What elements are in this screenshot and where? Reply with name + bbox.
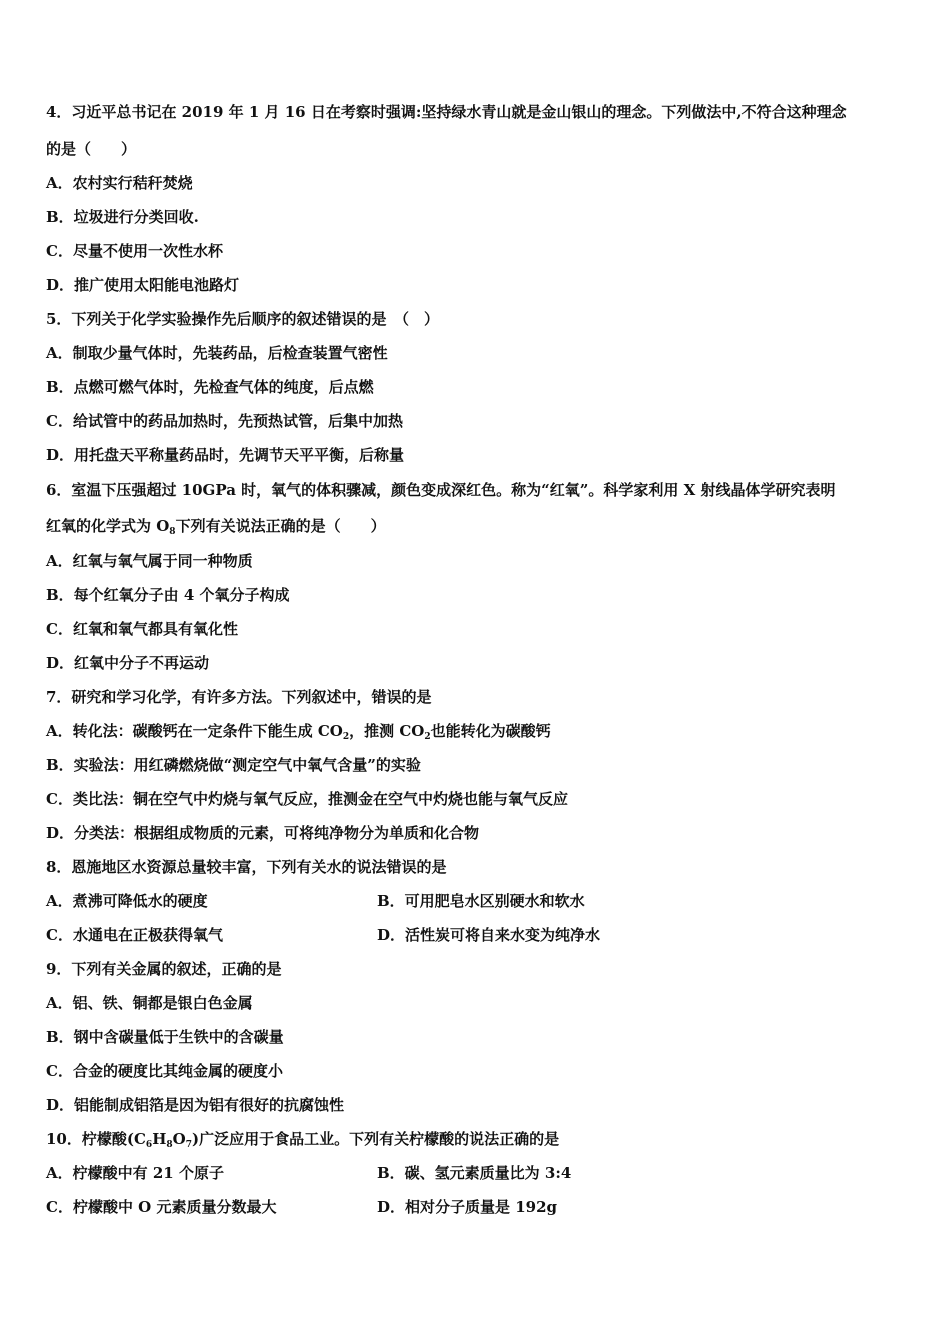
q7-option-a-end: 也能转化为碳酸钙 (430, 722, 551, 740)
q10-stem (46, 1129, 559, 1149)
q7-subscript-1: 2 (342, 732, 350, 742)
q10-subscript-h: 8 (166, 1140, 173, 1150)
q10-subscript-o: 7 (185, 1140, 192, 1150)
q4-stem-line2: 的是（ ） (46, 140, 137, 158)
q10-option-c: C．柠檬酸中 O 元素质量分数最大 (46, 1198, 277, 1216)
q6-stem-text-end: 下列有关说法正确的是（ ） (175, 517, 386, 535)
q5-stem: 5．下列关于化学实验操作先后顺序的叙述错误的是 （ ） (46, 310, 439, 328)
q7-subscript-2: 2 (424, 732, 431, 742)
q10-stem-text: 10．柠檬酸(C (46, 1130, 146, 1148)
q5-option-b: B．点燃可燃气体时，先检查气体的纯度，后点燃 (46, 378, 374, 396)
q9-option-a: A．铝、铁、铜都是银白色金属 (46, 994, 253, 1012)
q5-option-a: A．制取少量气体时，先装药品，后检查装置气密性 (46, 344, 388, 362)
q8-option-d: D．活性炭可将自来水变为纯净水 (377, 926, 601, 944)
q7-option-b: B．实验法：用红磷燃烧做“测定空气中氧气含量”的实验 (46, 756, 421, 774)
q4-option-d: D．推广使用太阳能电池路灯 (46, 276, 240, 294)
q4-option-b: B．垃圾进行分类回收. (46, 208, 199, 226)
q7-option-a (46, 721, 551, 741)
q7-option-d: D．分类法：根据组成物质的元素，可将纯净物分为单质和化合物 (46, 824, 480, 842)
q10-option-d: D．相对分子质量是 192g (377, 1198, 558, 1216)
q6-subscript: 8 (169, 527, 176, 537)
q8-stem: 8．恩施地区水资源总量较丰富，下列有关水的说法错误的是 (46, 858, 447, 876)
q6-option-b: B．每个红氧分子由 4 个氧分子构成 (46, 586, 290, 604)
q10-symbol-h: H (152, 1130, 167, 1148)
q6-stem-line2 (46, 516, 386, 536)
q7-option-a-mid: ，推测 CO (349, 722, 425, 740)
q7-option-a-text: A．转化法：碳酸钙在一定条件下能生成 CO (46, 722, 343, 740)
q10-stem-text-end: )广泛应用于食品工业。下列有关柠檬酸的说法正确的是 (191, 1130, 560, 1148)
q5-option-c: C．给试管中的药品加热时，先预热试管，后集中加热 (46, 412, 403, 430)
q6-option-c: C．红氧和氧气都具有氧化性 (46, 620, 238, 638)
q7-option-c: C．类比法：铜在空气中灼烧与氧气反应，推测金在空气中灼烧也能与氧气反应 (46, 790, 568, 808)
q4-option-c: C．尽量不使用一次性水杯 (46, 242, 223, 260)
q10-option-a: A．柠檬酸中有 21 个原子 (46, 1164, 224, 1182)
q4-option-a: A．农村实行秸秆焚烧 (46, 174, 193, 192)
q4-stem-line1: 4．习近平总书记在 2019 年 1 月 16 日在考察时强调:坚持绿水青山就是金山银山的理念。下列做法中,不符合这种理念 (46, 103, 847, 121)
q9-option-c: C．合金的硬度比其纯金属的硬度小 (46, 1062, 283, 1080)
q10-option-b: B．碳、氢元素质量比为 3:4 (377, 1164, 572, 1182)
q8-option-b: B．可用肥皂水区别硬水和软水 (377, 892, 585, 910)
q9-option-b: B．钢中含碳量低于生铁中的含碳量 (46, 1028, 284, 1046)
q9-option-d: D．铝能制成铝箔是因为铝有很好的抗腐蚀性 (46, 1096, 345, 1114)
q9-stem: 9．下列有关金属的叙述，正确的是 (46, 960, 282, 978)
q8-option-a: A．煮沸可降低水的硬度 (46, 892, 208, 910)
q6-stem-text: 红氧的化学式为 O (46, 517, 170, 535)
q6-stem-line1: 6．室温下压强超过 10GPa 时，氧气的体积骤减，颜色变成深红色。称为“红氧”。科学家利用 X 射线晶体学研究表明 (46, 481, 836, 499)
q5-option-d: D．用托盘天平称量药品时，先调节天平平衡，后称量 (46, 446, 405, 464)
q6-option-d: D．红氧中分子不再运动 (46, 654, 210, 672)
q8-option-c: C．水通电在正极获得氧气 (46, 926, 223, 944)
q10-symbol-o: O (172, 1130, 186, 1148)
q10-subscript-c: 6 (145, 1140, 153, 1150)
q6-option-a: A．红氧与氧气属于同一种物质 (46, 552, 253, 570)
q7-stem: 7．研究和学习化学，有许多方法。下列叙述中，错误的是 (46, 688, 432, 706)
